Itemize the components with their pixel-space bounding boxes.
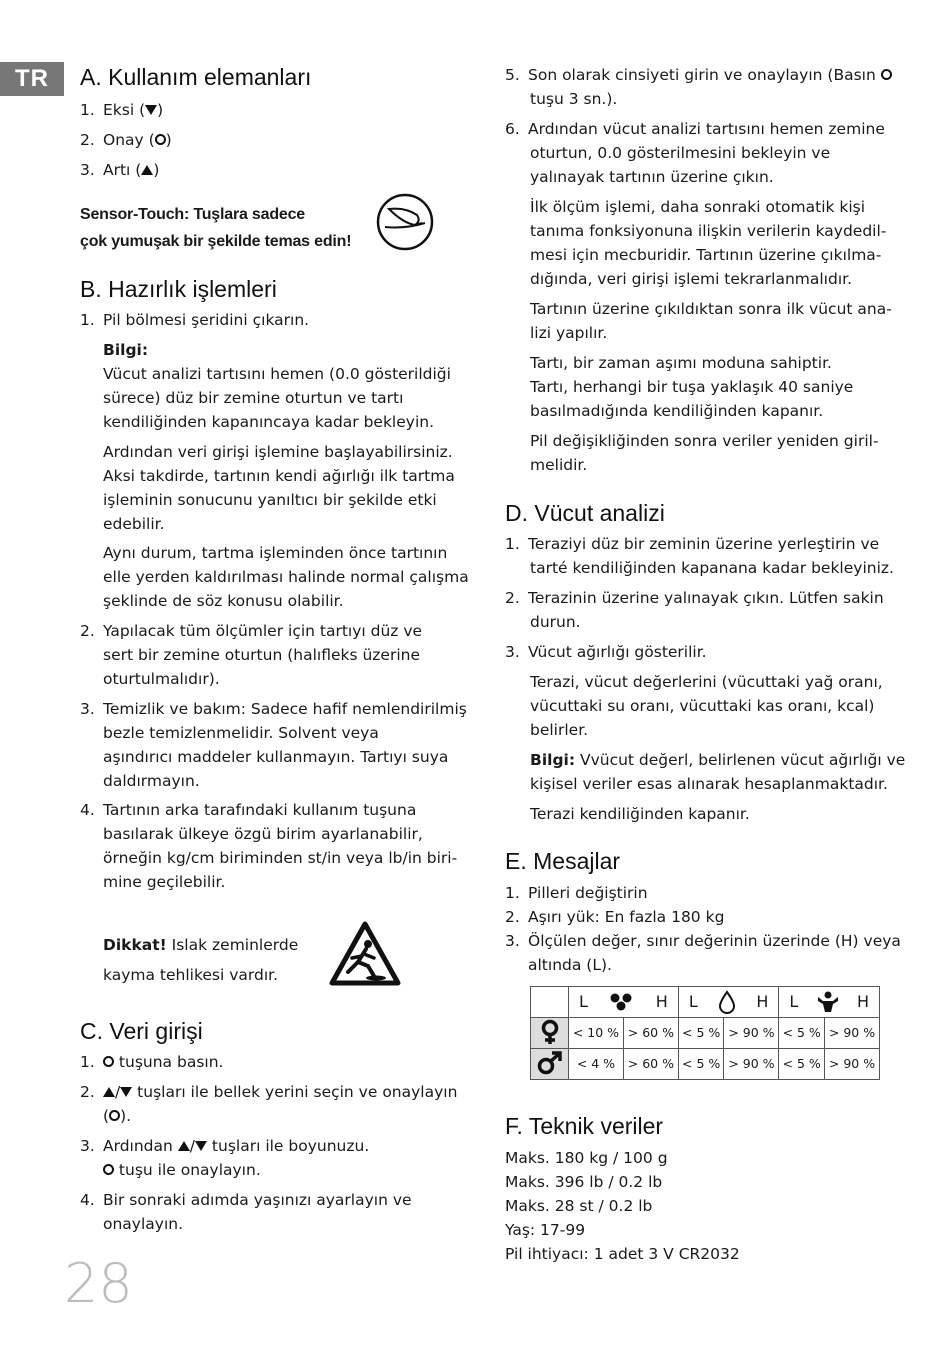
prep-item-3: 3. Temizlik ve bakım: Sadece hafif nemlendirilmiş [80,700,467,718]
body-fat-icon [608,993,636,1011]
info-paragraph-2: Ardından veri girişi işlemine başlayabilirsiniz. Aksi takdirde, tartının kendi ağırlığı ilk tartma işleminin sonucunu yanıltıcı bir şekilde etki edebilir. [103,443,455,533]
message-item-3: 3. Ölçülen değer, sınır değerinin üzerinde (H) veya [505,932,901,950]
analysis-item-2-cont: durun. [530,613,581,631]
confirm-circle-icon [155,134,166,145]
water-drop-icon [718,990,736,1014]
sensor-touch-note: Sensor-Touch: Tuşlara sadece çok yumuşak bir şekilde temas edin! [80,206,352,250]
female-icon [538,1019,562,1045]
table-cell: > 90 % [724,1049,779,1080]
data-entry-item-2: 2. / tuşları ile bellek yerini seçin ve onaylayın [80,1083,458,1101]
prep-item-2: 2. Yapılacak tüm ölçümler için tartıyı düz ve [80,622,423,640]
limits-table [530,986,880,1080]
section-c-title: C. Veri girişi [80,1018,203,1044]
timeout-paragraph: Tartı, bir zaman aşımı moduna sahiptir. Tartı, herhangi bir tuşa yaklaşık 40 saniye basılmadığında kendiliğinden kapanır. [530,354,854,420]
technical-data-list [505,1146,740,1266]
message-item-3-cont: altında (L). [528,956,612,974]
section-e-title: E. Mesajlar [505,848,621,874]
table-cell: < 5 % [678,1049,724,1080]
data-entry-item-4-cont: onaylayın. [103,1215,184,1233]
info-label: Bilgi: [103,341,149,359]
table-header-row [531,987,880,1018]
analysis-item-2: 2. Terazinin üzerine yalınayak çıkın. Lütfen sakin [505,589,884,607]
confirm-circle-icon [103,1164,114,1175]
info-paragraph-1: Vücut analizi tartısını hemen (0.0 gösterildiği sürece) düz bir zemine oturtun ve tartı kendiliğinden kapanıncaya kadar bekleyin. [103,365,451,431]
table-cell: > 90 % [724,1018,779,1049]
prep-item-4: 4. Tartının arka tarafındaki kullanım tuşuna [80,801,417,819]
data-entry-item-5: 5. Son olarak cinsiyeti girin ve onaylayın (Basın [505,63,892,87]
plus-triangle-icon [103,1087,115,1097]
plus-triangle-icon [141,165,153,175]
prep-item-1: 1. Pil bölmesi şeridini çıkarın. [80,311,310,329]
fat-header: L H [569,987,679,1018]
body-values-paragraph: Terazi, vücut değerlerini (vücuttaki yağ oranı, vücuttaki su oranı, vücuttaki kas oranı, kcal) belirler. [530,673,883,739]
control-item-confirm: 2. Onay ( ) [80,131,172,149]
data-entry-item-6-cont: oturtun, 0.0 gösterilmesini bekleyin ve yalınayak tartının üzerine çıkın. [530,144,831,186]
tech-line: Maks. 28 st / 0.2 lb [505,1197,653,1215]
message-item-2: 2. Aşırı yük: En fazla 180 kg [505,908,725,926]
table-cell: < 5 % [779,1049,825,1080]
minus-triangle-icon [120,1087,132,1097]
analysis-paragraph: Tartının üzerine çıkıldıktan sonra ilk vücut ana- lizi yapılır. [530,300,892,342]
female-symbol [531,1018,569,1049]
table-row-male [531,1049,880,1080]
data-entry-item-5-cont: tuşu 3 sn.). [530,90,618,108]
data-entry-item-4: 4. Bir sonraki adımda yaşınızı ayarlayın ve [80,1191,412,1209]
table-cell: < 10 % [569,1018,624,1049]
tech-line: Maks. 396 lb / 0.2 lb [505,1173,663,1191]
battery-change-paragraph: Pil değişikliğinden sonra veriler yeniden giril- melidir. [530,432,879,474]
info-paragraph-3: Aynı durum, tartma işleminden önce tartının elle yerden kaldırılması halinde normal çalışma şeklinde de söz konusu olabilir. [103,544,469,610]
table-cell: < 5 % [678,1018,724,1049]
table-cell: > 60 % [623,1018,678,1049]
prep-item-4-cont: basılarak ülkeye özgü birim ayarlanabilir, örneğin kg/cm biriminden st/in veya lb/in biri- mine geçilebilir. [103,825,458,891]
data-entry-item-3-cont: tuşu ile onaylayın. [103,1158,261,1182]
analysis-info-note: Bilgi: Vvücut değerl, belirlenen vücut ağırlığı ve kişisel veriler esas alınarak hesaplanmaktadır. [530,751,906,793]
muscle-icon [815,991,841,1013]
language-tab: TR [0,62,64,96]
section-d-title: D. Vücut analizi [505,500,665,526]
analysis-item-1: 1. Teraziyi düz bir zeminin üzerine yerleştirin ve [505,535,880,553]
water-header: L H [678,987,779,1018]
tech-line: Yaş: 17-99 [505,1221,586,1239]
control-item-plus: 3. Artı ( ) [80,161,160,179]
data-entry-item-2-cont: ( ). [103,1107,132,1125]
table-row-female [531,1018,880,1049]
prep-item-3-cont: bezle temizlenmelidir. Solvent veya aşındırıcı maddeler kullanmayın. Tartıyı suya daldırmayın. [103,724,449,790]
minus-triangle-icon [145,105,157,115]
confirm-circle-icon [109,1110,120,1121]
first-measure-paragraph: İlk ölçüm işlemi, daha sonraki otomatik kişi tanıma fonksiyonuna ilişkin verilerin kaydedil- mesi için mecburidir. Tartının üzerine çıkılma- dığında, veri girişi işlemi tekrarlanmalıdır. [530,198,887,288]
muscle-header: L H [779,987,880,1018]
minus-triangle-icon [195,1141,207,1151]
auto-off-paragraph: Terazi kendiliğinden kapanır. [530,805,750,823]
tech-line: Pil ihtiyacı: 1 adet 3 V CR2032 [505,1245,740,1263]
table-cell: < 5 % [779,1018,825,1049]
sensor-touch-icon [375,193,435,251]
table-corner [531,987,569,1018]
slippery-floor-warning-icon [328,920,402,988]
male-icon [536,1050,564,1076]
data-entry-item-6: 6. Ardından vücut analizi tartısını hemen zemine [505,120,885,138]
control-item-minus: 1. Eksi ( ) [80,101,164,119]
table-cell: > 90 % [825,1018,880,1049]
section-a-title: A. Kullanım elemanları [80,64,312,90]
table-cell: < 4 % [569,1049,624,1080]
data-entry-item-1: 1. tuşuna basın. [80,1053,224,1071]
male-symbol [531,1049,569,1080]
table-cell: > 90 % [825,1049,880,1080]
table-cell: > 60 % [623,1049,678,1080]
analysis-item-3: 3. Vücut ağırlığı gösterilir. [505,643,707,661]
analysis-item-1-cont: tarté kendiliğinden kapanana kadar bekleyiniz. [530,559,894,577]
tech-line: Maks. 180 kg / 100 g [505,1149,668,1167]
message-item-1: 1. Pilleri değiştirin [505,884,648,902]
caution-note: Dikkat! Islak zeminlerde kayma tehlikesi vardır. [103,936,299,984]
prep-item-2-cont: sert bir zemine oturtun (halıfleks üzerine oturtulmalıdır). [103,646,421,688]
page-number: 28 [64,1252,133,1315]
section-f-title: F. Teknik veriler [505,1113,664,1139]
plus-triangle-icon [178,1141,190,1151]
data-entry-item-3: 3. Ardından / tuşları ile boyunuzu. [80,1137,370,1155]
confirm-circle-icon [881,69,892,80]
section-b-title: B. Hazırlık işlemleri [80,276,277,302]
confirm-circle-icon [103,1056,114,1067]
